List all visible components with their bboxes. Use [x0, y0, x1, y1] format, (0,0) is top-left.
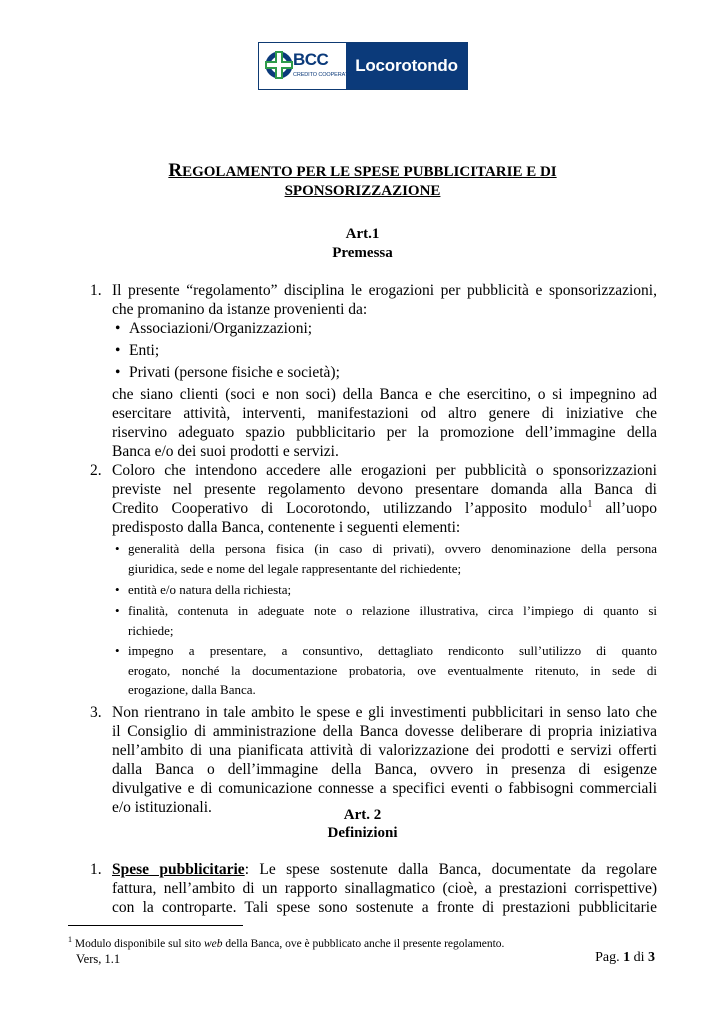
art1-item-number-1: 1.	[90, 282, 102, 299]
title-rest: EGOLAMENTO PER LE SPESE PUBBLICITARIE E DI	[182, 164, 557, 180]
art1-p1-line1: Il presente “regolamento” disciplina le erogazioni per pubblicità e sponsorizzazioni,	[112, 282, 657, 299]
art1-item-number-2: 2.	[90, 462, 102, 479]
footnote-reference[interactable]: 1	[587, 498, 593, 510]
title-initial-cap: R	[168, 160, 183, 181]
version-label: Vers, 1.1	[76, 952, 121, 966]
art1-p3-line6: e/o istituzionali.	[112, 799, 212, 816]
page-number: Pag. 1 di 3	[595, 950, 655, 965]
article-2-number: Art. 2	[343, 807, 382, 823]
art1-p2-bullet-1: • generalità della persona fisica (in caso di privati), ovvero denominazione della persona giuridica, sede e nome del legale rappresentante del richiedente;	[115, 541, 657, 576]
article-2-heading: Definizioni	[327, 825, 398, 841]
defined-term: Spese pubblicitarie	[112, 861, 245, 878]
art1-p2-bullet-2: • entità e/o natura della richiesta;	[115, 582, 292, 597]
art1-p1-after-line4: Banca e/o dei suoi prodotti e servizi.	[112, 443, 339, 460]
art1-p1-bullet-2: • Enti;	[115, 342, 160, 359]
art1-p1-after-line1: che siano clienti (soci e non soci) della Banca e che esercitino, o si impegnino ad	[112, 386, 657, 403]
art1-p1-after-line2: esercitare attività, interventi, manifestazioni od altro genere di iniziative che	[112, 405, 657, 422]
article-1-number: Art.1	[345, 226, 380, 242]
document-title-line1	[90, 160, 635, 182]
art1-item-number-3: 3.	[90, 704, 102, 721]
bank-logo	[258, 42, 468, 90]
logo-subtitle: CREDITO COOPERATIVO	[293, 72, 358, 78]
bcc-logo-mark	[259, 43, 358, 89]
art1-p2-line3: Credito Cooperativo di Locorotondo, utilizzando l’apposito modulo$^1$ all’uopo	[112, 498, 657, 517]
art1-p3-line2: il Consiglio di amministrazione della Banca dovesse deliberare di propria iniziativa	[112, 723, 657, 740]
art1-p3-line5: divulgative e di comunicazione connesse a specifici eventi o fabbisogni commerciali	[112, 780, 657, 797]
art1-p3-line1: Non rientrano in tale ambito le spese e gli investimenti pubblicitari in senso lato che	[112, 704, 657, 721]
footnote: $^1$ Modulo disponibile sul sito web della Banca, ove è pubblicato anche il presente regolamento.	[68, 935, 505, 950]
article-1-heading: Premessa	[332, 245, 393, 261]
art1-p1-bullet-1: • Associazioni/Organizzazioni;	[115, 320, 313, 337]
art1-p1-line2: che promanino da istanze provenienti da:	[112, 301, 368, 318]
art1-p2-line4: predisposto dalla Banca, contenente i seguenti elementi:	[112, 519, 461, 536]
art1-p3-line3: nell’ambito di una pianificata attività di valorizzazione dei prodotti e servizi offerti	[112, 742, 657, 759]
footnote-separator	[68, 925, 243, 926]
art1-p1-after-line3: riservino adeguato spazio pubblicitario per la promozione dell’immagine della	[112, 424, 657, 441]
art2-p1-line2: fattura, nell’ambito di un rapporto sinallagmatico (cioè, a prestazioni corrispettive)	[112, 880, 657, 897]
art1-p2-bullet-3: • finalità, contenuta in adeguate note o relazione illustrativa, circa l’impiego di quanto si richiede;	[115, 603, 657, 638]
art1-p2-line2: previste nel presente regolamento devono presentare domanda alla Banca di	[112, 481, 657, 498]
document-title-line2: SPONSORIZZAZIONE	[284, 183, 441, 199]
logo-brand: BCC	[293, 50, 329, 69]
art1-p3-line4: dalla Banca o dell’immagine della Banca, ovvero in presenza di esigenze	[112, 761, 657, 778]
art2-p1-line1: Spese pubblicitarie: Le spese sostenute dalla Banca, documentate da regolare	[112, 861, 657, 878]
art1-p1-bullet-3: • Privati (persone fisiche e società);	[115, 364, 340, 381]
art2-p1-line3: con la controparte. Tali spese sono sostenute a fronte di prestazioni pubblicitarie	[112, 899, 657, 916]
bcc-emblem-icon	[265, 49, 293, 81]
logo-bank-name: Locorotondo	[346, 43, 467, 89]
art2-item-number-1: 1.	[90, 861, 102, 878]
art1-p2-line1: Coloro che intendono accedere alle erogazioni per pubblicità o sponsorizzazioni	[112, 462, 657, 479]
art1-p2-bullet-4: • impegno a presentare, a consuntivo, dettagliato rendiconto sull’utilizzo di quanto erogato, nonché la documentazione probatoria, ove eventualmente ritenuto, in sede di erogazione, dalla Banca.	[115, 643, 657, 698]
